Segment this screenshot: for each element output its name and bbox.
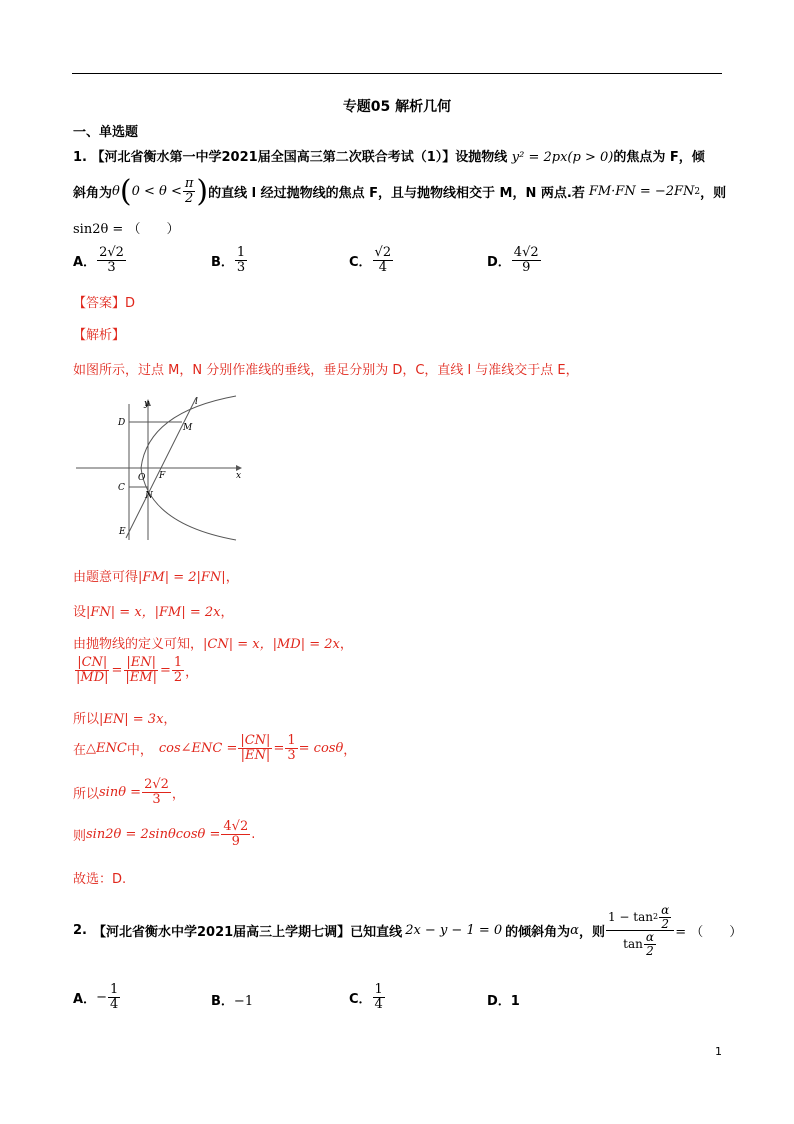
q1-stem-e: ，则 (700, 186, 727, 201)
close-paren: ) (196, 174, 209, 209)
frac-num: 2√2 (144, 777, 169, 792)
sol-text: ， (220, 605, 234, 620)
sol-text: 所以 (73, 712, 100, 727)
open-paren: ( (119, 174, 132, 209)
sol-line8 (73, 778, 185, 806)
label-N: N (145, 491, 153, 501)
answer-value: D (125, 296, 136, 311)
q2-expression (606, 904, 674, 957)
option-label: B． (211, 254, 234, 270)
q2-option-b[interactable] (211, 990, 253, 1009)
frac-den: |MD| (76, 669, 109, 685)
option-label: C． (349, 254, 372, 270)
sol-line1: 如图所示，过点 M，N 分别作准线的垂线，垂足分别为 D，C，直线 l 与准线交于点 E， (73, 363, 579, 378)
label-l: l (195, 397, 198, 407)
q2-stem-c: ，则 (578, 925, 605, 941)
frac-den: 3 (107, 259, 116, 275)
q1-stem-d: 的直线 l 经过抛物线的焦点 F，且与抛物线相交于 M，N 两点.若 (208, 186, 585, 201)
sol-text: ， (225, 570, 239, 585)
frac-den: 3 (287, 747, 296, 763)
option-text: −1 (233, 994, 254, 1009)
q2-alpha: α (570, 923, 579, 939)
option-label: A． (73, 991, 97, 1007)
answer-label: 【答案】 (73, 296, 126, 311)
expr-text: tan (623, 936, 643, 951)
sol-math: sin2θ = 2sinθcosθ = (86, 826, 221, 842)
sol-math: = cosθ (298, 740, 344, 756)
frac-num: 1 (109, 982, 119, 997)
q2-option-c[interactable] (349, 983, 386, 1011)
label-O: O (138, 473, 146, 483)
q1-vector-sup: 2 (694, 186, 701, 197)
sol-math: sinθ = (99, 784, 142, 800)
sol-math: cos∠ENC = (158, 740, 238, 756)
option-frac (373, 246, 394, 274)
frac-den: |EN| (240, 747, 271, 763)
sol-frac (123, 656, 159, 684)
sol-math: |EN| = 3x (99, 712, 164, 727)
sol-text: 由抛物线的定义可知， (73, 637, 204, 652)
parabola-figure (76, 392, 246, 542)
sol-math: |FN| = x，|FM| = 2x (86, 605, 221, 620)
sol-line10: 故选：D. (73, 872, 127, 887)
q1-option-d[interactable] (487, 246, 542, 274)
frac-num: α (661, 903, 670, 917)
q1-option-a[interactable] (73, 246, 127, 274)
q2-source: 【河北省衡水中学2021届高三上学期七调】 (92, 925, 351, 941)
sol-line3 (73, 601, 234, 620)
q2-stem-a: 已知直线 (350, 925, 403, 941)
q1-range-den: 2 (184, 191, 194, 206)
option-label: B． (211, 994, 234, 1009)
page-title: 专题05 解析几何 (342, 99, 452, 115)
frac-num: 1 (173, 655, 183, 670)
option-label: A． (73, 254, 97, 270)
q1-stem-c: 斜角为 (73, 186, 113, 201)
q1-range-left: 0 < θ < (131, 184, 182, 199)
frac-den: 4 (374, 996, 383, 1012)
frac-num: |CN| (77, 655, 108, 670)
option-frac (235, 246, 247, 274)
frac-den: 3 (236, 259, 246, 275)
option-label: D． (487, 254, 511, 270)
label-F: F (159, 471, 166, 481)
sol-text: ， (343, 742, 357, 758)
q1-ask-text: sin2θ = （ ） (73, 222, 180, 237)
q2-option-d[interactable] (487, 990, 520, 1009)
sol-text: 则 (73, 828, 87, 844)
q1-number: 1. (73, 150, 87, 165)
section-heading: 一、单选题 (73, 125, 139, 140)
option-frac (97, 246, 126, 274)
q1-stem-a: 设抛物线 (455, 150, 508, 165)
sol-text: . (251, 826, 256, 842)
alpha-half (659, 904, 671, 930)
expr-text: 1 − tan (607, 909, 653, 924)
sol-line5: $\frac{|CN|}{|MD|}$ = $\frac{|EN|}{|EM|}$ = $\frac{1}{2}$ ， (76, 655, 199, 685)
frac-num: |EN| (126, 655, 156, 670)
sol-text: 由题意可得 (73, 570, 139, 585)
label-C: C (118, 483, 125, 493)
sol-text: ， (185, 664, 199, 680)
label-D: D (118, 418, 126, 428)
option-frac (512, 246, 541, 274)
q1-parabola: y² = 2px(p > 0) (511, 150, 614, 165)
sol-text: 设 (73, 605, 87, 620)
q2-line (73, 904, 742, 957)
q2-stem-b: 的倾斜角为 (505, 925, 571, 941)
frac-num: 1 (287, 733, 296, 748)
sol-line4 (73, 633, 353, 652)
sol-line9 (73, 820, 255, 848)
label-M: M (183, 423, 193, 433)
analysis-label: 【解析】 (73, 328, 126, 343)
q1-stem-b: 的焦点为 F，倾 (613, 150, 705, 165)
sol-frac (74, 656, 111, 684)
q1-range-frac (183, 177, 196, 205)
q2-line-eq: 2x − y − 1 = 0 (405, 923, 503, 939)
answer-line (73, 292, 135, 311)
frac-den: 9 (522, 259, 531, 275)
frac-den: 2 (646, 943, 654, 958)
frac-num: α (645, 930, 654, 945)
sol-text: 中， (126, 742, 153, 758)
frac-den: 4 (109, 996, 119, 1012)
q2-expr-num (606, 904, 674, 931)
frac-den: 2 (173, 669, 183, 685)
option-frac (373, 983, 385, 1011)
sol-text: ， (339, 637, 353, 652)
sol-math: △ENC (86, 740, 127, 756)
option-text: 1 (510, 994, 520, 1009)
q2-expr-den (621, 931, 659, 957)
q1-ask (73, 218, 179, 237)
sol-math: |CN| = x，|MD| = 2x (203, 637, 340, 652)
q1-line1 (73, 146, 705, 165)
option-frac (108, 983, 120, 1011)
q1-range-num: π (184, 176, 194, 192)
sol-math: |FM| = 2|FN| (138, 570, 226, 585)
expr-sup: 2 (653, 911, 659, 921)
frac-num: √2 (374, 245, 392, 260)
frac-num: 1 (236, 245, 246, 260)
sol-text: 所以 (73, 786, 100, 802)
q1-line2 (73, 174, 726, 209)
q1-vector-eq: FM·FN = −2FN (588, 184, 695, 199)
q2-number: 2. (73, 923, 87, 939)
sol-frac (238, 734, 272, 762)
option-label: D． (487, 994, 511, 1009)
frac-num: 4√2 (223, 819, 249, 834)
sol-text: ， (171, 786, 185, 802)
sol-text: 在 (73, 742, 87, 758)
label-x: x (236, 471, 242, 481)
sol-frac (285, 734, 297, 762)
frac-num: 1 (374, 982, 383, 997)
q1-option-c[interactable] (349, 246, 394, 274)
sol-text: ， (163, 712, 177, 727)
alpha-half (644, 931, 656, 957)
frac-den: |EM| (125, 669, 157, 685)
frac-den: 3 (152, 791, 161, 807)
q1-angle: θ (112, 184, 120, 199)
header-rule (72, 73, 722, 74)
sol-line6 (73, 708, 176, 727)
frac-num: |CN| (240, 733, 271, 748)
frac-den: 4 (378, 259, 387, 275)
q1-option-b[interactable] (211, 246, 248, 274)
q2-stem-d: = （ ） (675, 925, 743, 941)
option-label: C． (349, 991, 372, 1007)
frac-num: 4√2 (513, 245, 539, 260)
label-y: y (144, 399, 150, 409)
sol-line2 (73, 566, 239, 585)
q1-source: 【河北省衡水第一中学2021届全国高三第二次联合考试（1）】 (91, 150, 456, 165)
sol-frac (172, 656, 184, 684)
sol-line7: 在 △ENC 中， cos∠ENC = $\frac{|CN|}{|EN|}$ = $\frac{1}{3}$ = cosθ ， (73, 733, 357, 763)
page-number: 1 (715, 1045, 722, 1058)
frac-num: 2√2 (99, 245, 124, 260)
sol-frac (221, 820, 250, 848)
option-sign: − (96, 989, 107, 1005)
label-E: E (119, 527, 126, 537)
frac-den: 2 (661, 916, 669, 931)
sol-frac (142, 778, 171, 806)
q2-option-a[interactable] (73, 983, 121, 1011)
frac-den: 9 (231, 833, 240, 849)
